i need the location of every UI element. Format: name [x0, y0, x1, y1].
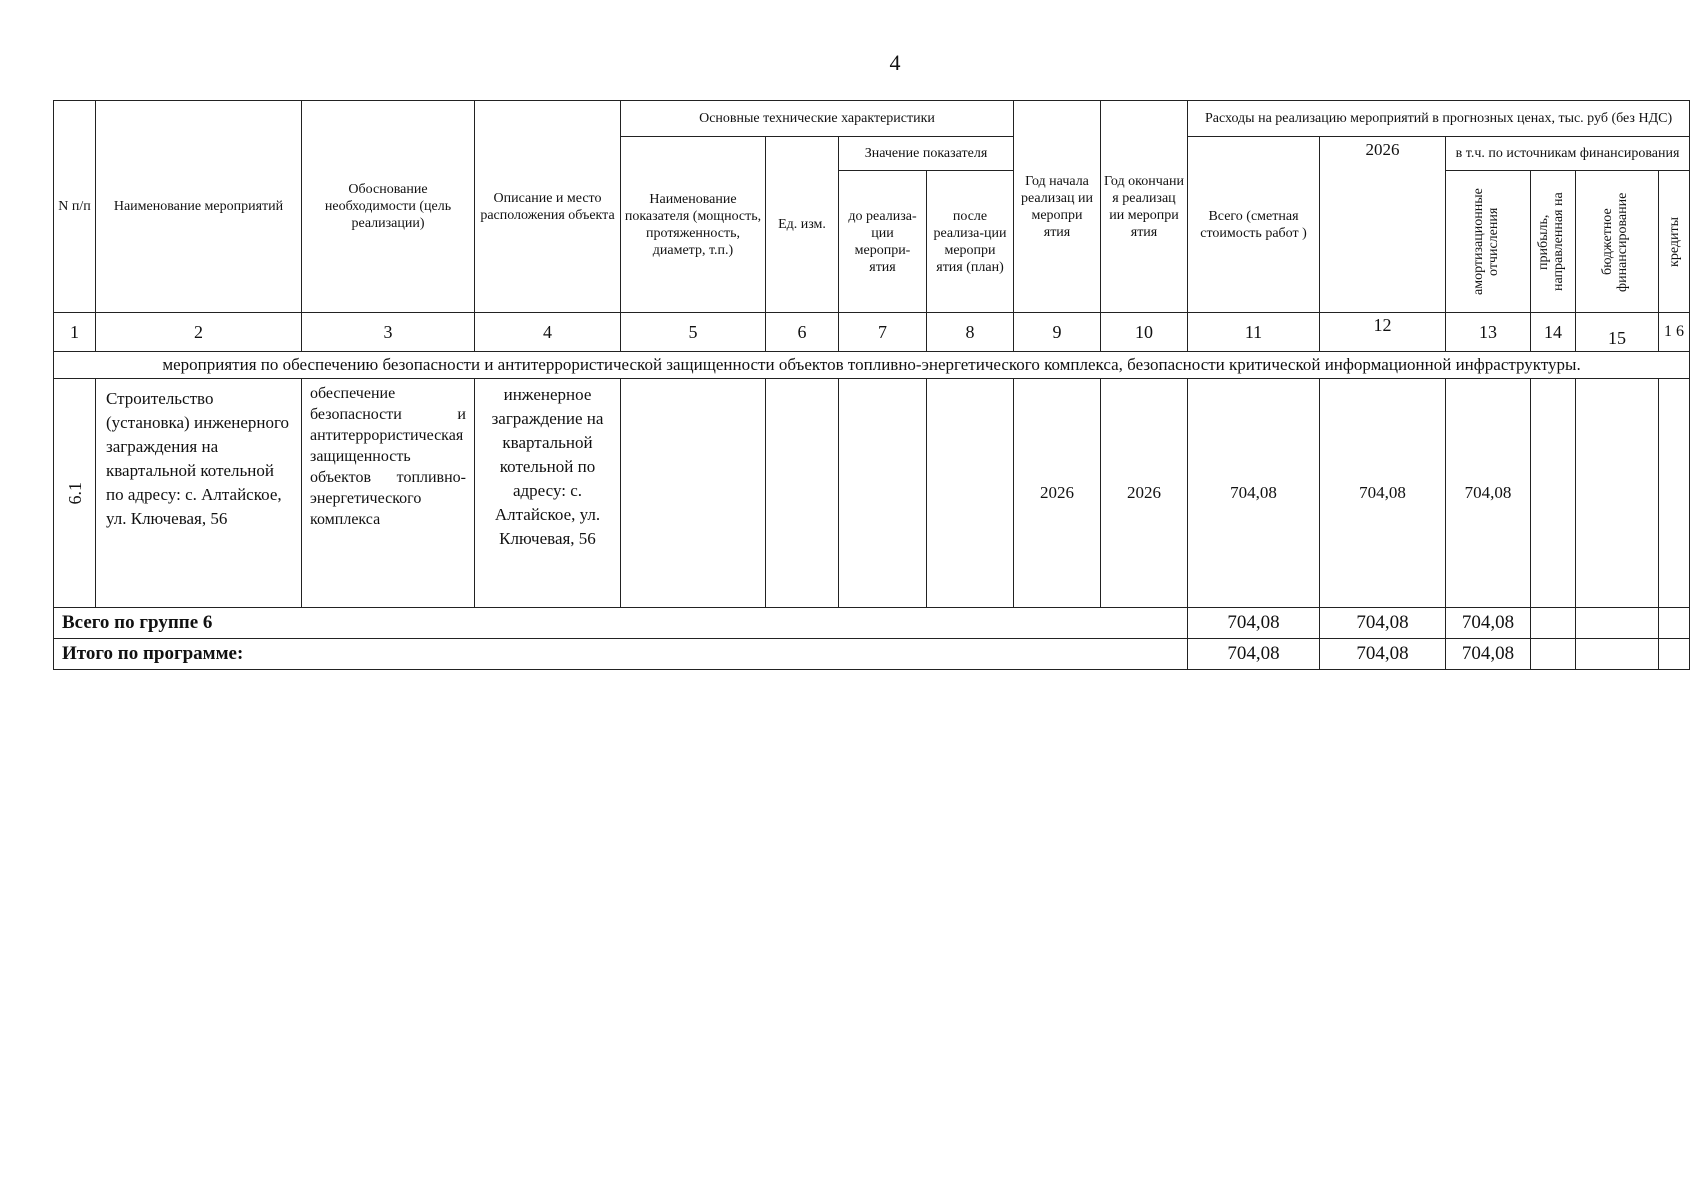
header-tech-group: Основные технические характеристики	[621, 101, 1014, 137]
col-number-10: 10	[1101, 313, 1188, 352]
group-total-empty-1	[1531, 608, 1576, 639]
program-total-label: Итого по программе:	[54, 639, 1188, 670]
row-unit	[766, 379, 839, 608]
row-start-year: 2026	[1014, 379, 1101, 608]
group-total-year: 704,08	[1320, 608, 1446, 639]
header-costs-group: Расходы на реализацию мероприятий в прогнозных ценах, тыс. руб (без НДС)	[1188, 101, 1690, 137]
col-number-8: 8	[927, 313, 1014, 352]
group-total-sum: 704,08	[1188, 608, 1320, 639]
col-number-1: 1	[54, 313, 96, 352]
header-value-group: Значение показателя	[839, 137, 1014, 171]
col-number-2: 2	[96, 313, 302, 352]
program-total-empty-1	[1531, 639, 1576, 670]
header-profit: прибыль, направленная на	[1536, 192, 1566, 291]
row-number-cell	[54, 379, 96, 608]
header-credit-cell	[1659, 171, 1690, 313]
row-indicator	[621, 379, 766, 608]
header-year: 2026	[1320, 137, 1446, 313]
header-total: Всего (сметная стоимость работ )	[1188, 137, 1320, 313]
col-number-6: 6	[766, 313, 839, 352]
row-amort: 704,08	[1446, 379, 1531, 608]
col-number-15: 15	[1576, 313, 1659, 352]
page-number: 4	[889, 50, 901, 75]
program-total-empty-3	[1659, 639, 1690, 670]
investment-program-table	[53, 100, 1690, 670]
section-title: мероприятия по обеспечению безопасности и антитеррористической защищенности объектов топливно-энергетического комплекса, безопасности критической информационной инфраструктуры.	[54, 352, 1690, 379]
header-end-year: Год окончани я реализац ии меропри ятия	[1101, 101, 1188, 313]
row-total: 704,08	[1188, 379, 1320, 608]
group-total-label: Всего по группе 6	[54, 608, 1188, 639]
program-total-year: 704,08	[1320, 639, 1446, 670]
col-number-7: 7	[839, 313, 927, 352]
col-number-9: 9	[1014, 313, 1101, 352]
col-number-11: 11	[1188, 313, 1320, 352]
header-description: Описание и место расположения объекта	[475, 101, 621, 313]
header-credit: кредиты	[1666, 216, 1682, 267]
row-after	[927, 379, 1014, 608]
group-total-amort: 704,08	[1446, 608, 1531, 639]
header-unit: Ед. изм.	[766, 137, 839, 313]
col-number-3: 3	[302, 313, 475, 352]
header-sources-group: в т.ч. по источникам финансирования	[1446, 137, 1690, 171]
row-profit	[1531, 379, 1576, 608]
header-amort: амортизационные отчисления	[1471, 188, 1501, 295]
group-total-empty-3	[1659, 608, 1690, 639]
program-total-amort: 704,08	[1446, 639, 1531, 670]
header-start-year: Год начала реализац ии меропри ятия	[1014, 101, 1101, 313]
row-reason: обеспечение безопасности и антитеррористическая защищенность объектов топливно-энергетического комплекса	[302, 379, 475, 608]
row-credit	[1659, 379, 1690, 608]
col-number-13: 13	[1446, 313, 1531, 352]
header-indicator: Наименование показателя (мощность, протяженность, диаметр, т.п.)	[621, 137, 766, 313]
row-description: инженерное заграждение на квартальной котельной по адресу: с. Алтайское, ул. Ключевая, 56	[475, 379, 621, 608]
header-amort-cell	[1446, 171, 1531, 313]
header-reason: Обоснование необходимости (цель реализации)	[302, 101, 475, 313]
header-before: до реализа-ции меропри-ятия	[839, 171, 927, 313]
program-total-sum: 704,08	[1188, 639, 1320, 670]
program-total-empty-2	[1576, 639, 1659, 670]
header-after: после реализа-ции меропри ятия (план)	[927, 171, 1014, 313]
col-number-14: 14	[1531, 313, 1576, 352]
row-end-year: 2026	[1101, 379, 1188, 608]
row-before	[839, 379, 927, 608]
header-profit-cell	[1531, 171, 1576, 313]
col-number-4: 4	[475, 313, 621, 352]
header-name: Наименование мероприятий	[96, 101, 302, 313]
header-budget-cell	[1576, 171, 1659, 313]
col-number-12: 12	[1320, 313, 1446, 352]
col-number-16: 1 6	[1659, 313, 1690, 352]
row-number: 6.1	[64, 481, 85, 505]
row-name: Строительство (установка) инженерного заграждения на квартальной котельной по адресу: с. Алтайское, ул. Ключевая, 56	[96, 379, 302, 608]
col-number-5: 5	[621, 313, 766, 352]
group-total-empty-2	[1576, 608, 1659, 639]
header-budget: бюджетное финансирование	[1600, 191, 1630, 292]
header-n: N п/п	[54, 101, 96, 313]
row-year-2026: 704,08	[1320, 379, 1446, 608]
row-budget	[1576, 379, 1659, 608]
